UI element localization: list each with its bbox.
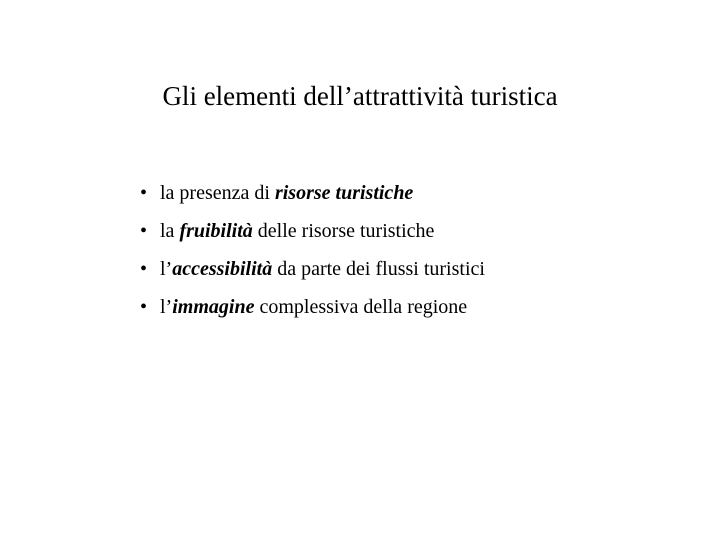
bullet-text-before: l’ — [160, 258, 173, 280]
slide-title: Gli elementi dell’attrattività turistica — [162, 81, 558, 111]
bullet-text-before: la presenza di — [160, 182, 275, 204]
bullet-item-immagine — [140, 288, 485, 326]
bullet-emphasis: fruibilità — [179, 220, 253, 242]
bullet-item-risorse — [140, 174, 485, 212]
bullet-marker: • — [140, 220, 148, 242]
bullet-text-before: l’ — [160, 296, 173, 318]
bullet-emphasis: accessibilità — [172, 258, 273, 280]
bullet-emphasis: immagine — [172, 296, 255, 318]
bullet-list — [140, 174, 485, 326]
bullet-text-after: complessiva della regione — [254, 296, 468, 318]
bullet-item-fruibilita — [140, 212, 485, 250]
bullet-marker: • — [140, 258, 148, 280]
bullet-emphasis: risorse turistiche — [274, 182, 414, 204]
bullet-text-after: delle risorse turistiche — [252, 220, 435, 242]
bullet-marker: • — [140, 296, 148, 318]
bullet-text-before: la — [160, 220, 180, 242]
bullet-text-after: da parte dei flussi turistici — [272, 258, 485, 280]
bullet-item-accessibilita — [140, 250, 485, 288]
bullet-marker: • — [140, 182, 148, 204]
